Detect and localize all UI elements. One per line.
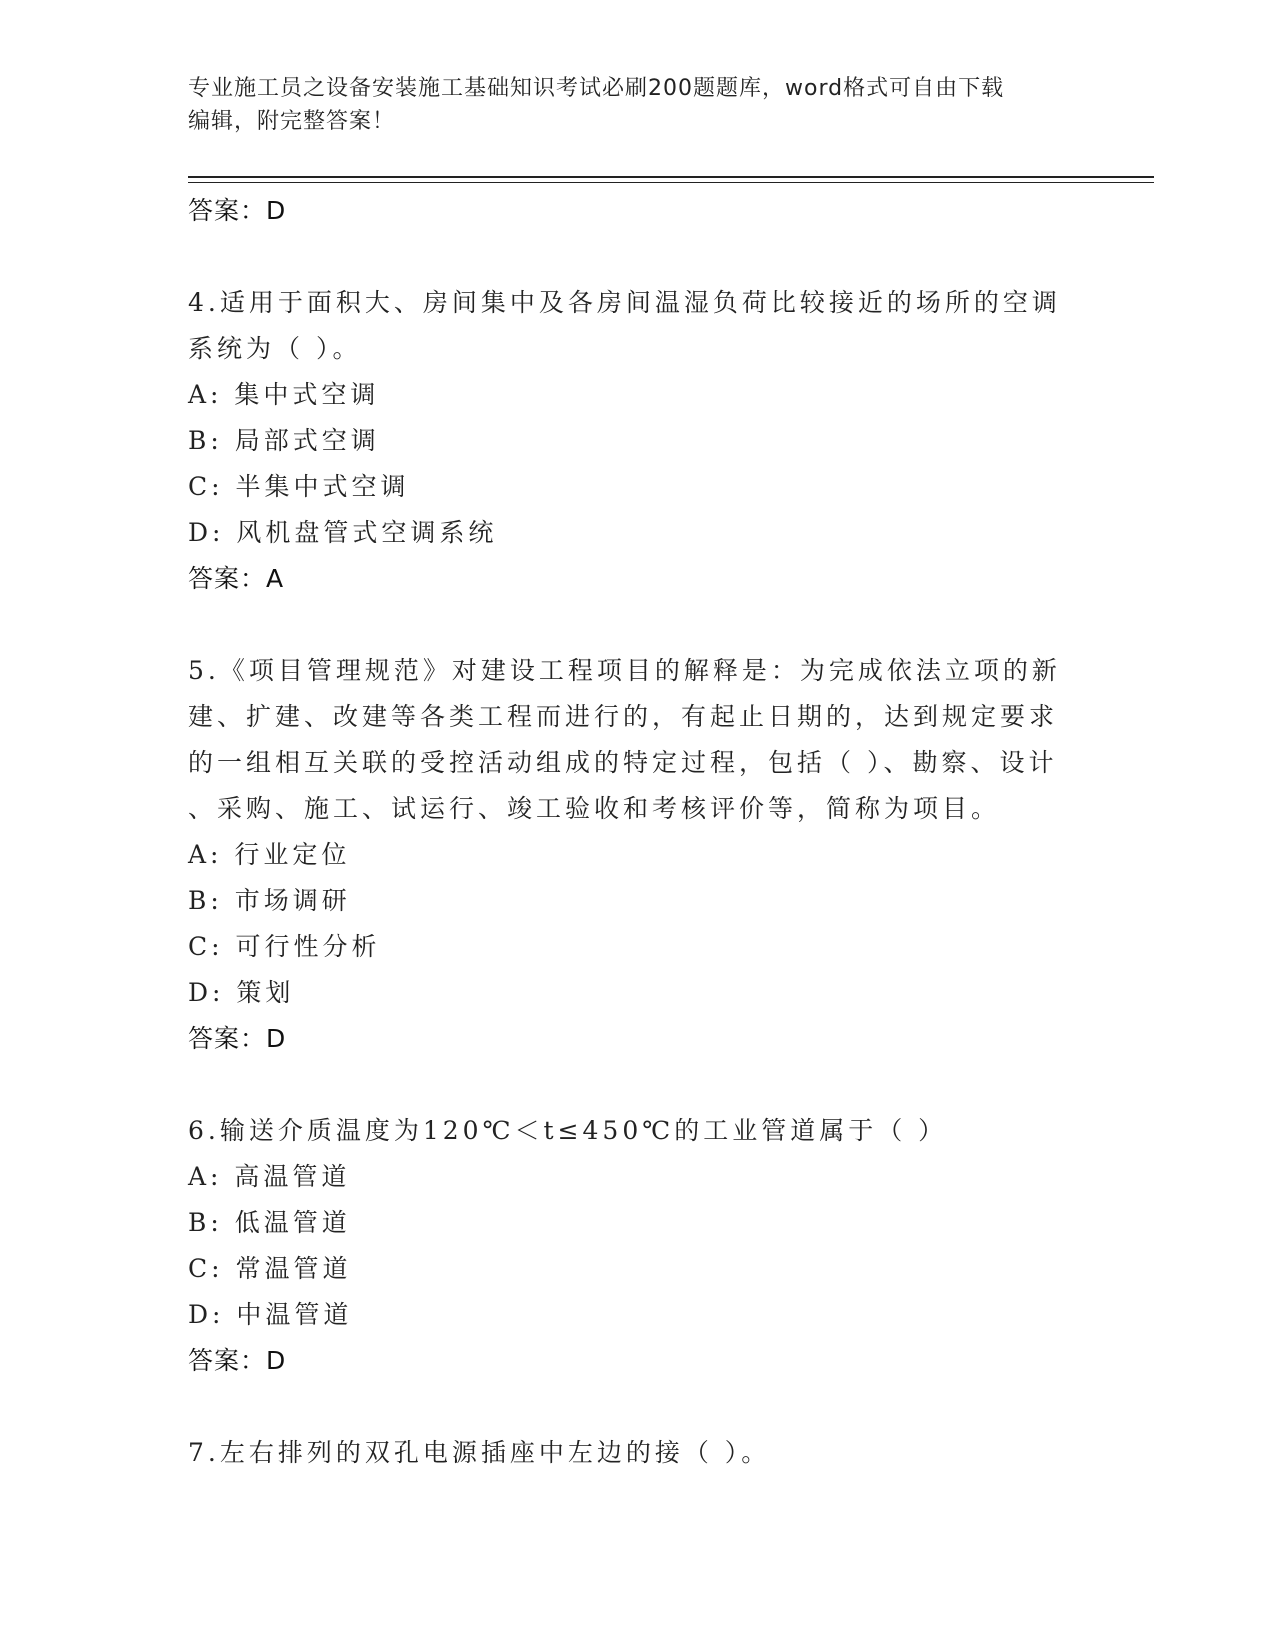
header-rule-thick [188, 176, 1154, 178]
question-stem-line: 系统为（ ）。 [188, 334, 362, 363]
option-b: B: 市场调研 [188, 886, 351, 915]
option-d: D: 风机盘管式空调系统 [188, 518, 498, 547]
question-5 [188, 648, 1088, 1062]
spacer [188, 602, 1088, 648]
option-a: A: 集中式空调 [188, 380, 380, 409]
option-a: A: 高温管道 [188, 1162, 351, 1191]
option-c: C: 常温管道 [188, 1254, 352, 1283]
spacer [188, 234, 1088, 280]
option-c: C: 半集中式空调 [188, 472, 410, 501]
question-stem-line: 、采购、施工、试运行、竣工验收和考核评价等，简称为项目。 [188, 794, 1001, 823]
page-header [188, 72, 1068, 138]
answer-line: 答案：D [188, 1024, 287, 1053]
option-a: A: 行业定位 [188, 840, 351, 869]
question-stem-line: 5.《项目管理规范》对建设工程项目的解释是：为完成依法立项的新 [188, 656, 1061, 685]
option-b: B: 低温管道 [188, 1208, 351, 1237]
header-rule-thin [188, 182, 1154, 183]
answer-line: 答案：A [188, 564, 285, 593]
header-title-line-2: 编辑，附完整答案！ [188, 109, 396, 134]
question-list [188, 188, 1088, 1476]
option-d: D: 策划 [188, 978, 295, 1007]
question-stem-line: 的一组相互关联的受控活动组成的特定过程，包括（ ）、勘察、设计 [188, 748, 1058, 777]
question-stem-line: 4.适用于面积大、房间集中及各房间温湿负荷比较接近的场所的空调 [188, 288, 1061, 317]
question-6 [188, 1108, 1088, 1384]
question-stem-line: 建、扩建、改建等各类工程而进行的，有起止日期的，达到规定要求 [188, 702, 1059, 731]
header-title-line-1: 专业施工员之设备安装施工基础知识考试必刷200题题库，word格式可自由下载 [188, 76, 1005, 101]
option-c: C: 可行性分析 [188, 932, 381, 961]
question-stem-line: 7.左右排列的双孔电源插座中左边的接（ ）。 [188, 1438, 771, 1467]
question-7 [188, 1430, 1088, 1476]
spacer [188, 1384, 1088, 1430]
question-4 [188, 280, 1088, 602]
option-d: D: 中温管道 [188, 1300, 353, 1329]
answer-line: 答案：D [188, 196, 287, 225]
question-stem-line: 6.输送介质温度为120℃＜t≤450℃的工业管道属于（ ） [188, 1116, 948, 1145]
answer-line: 答案：D [188, 1346, 287, 1375]
option-b: B: 局部式空调 [188, 426, 380, 455]
spacer [188, 1062, 1088, 1108]
